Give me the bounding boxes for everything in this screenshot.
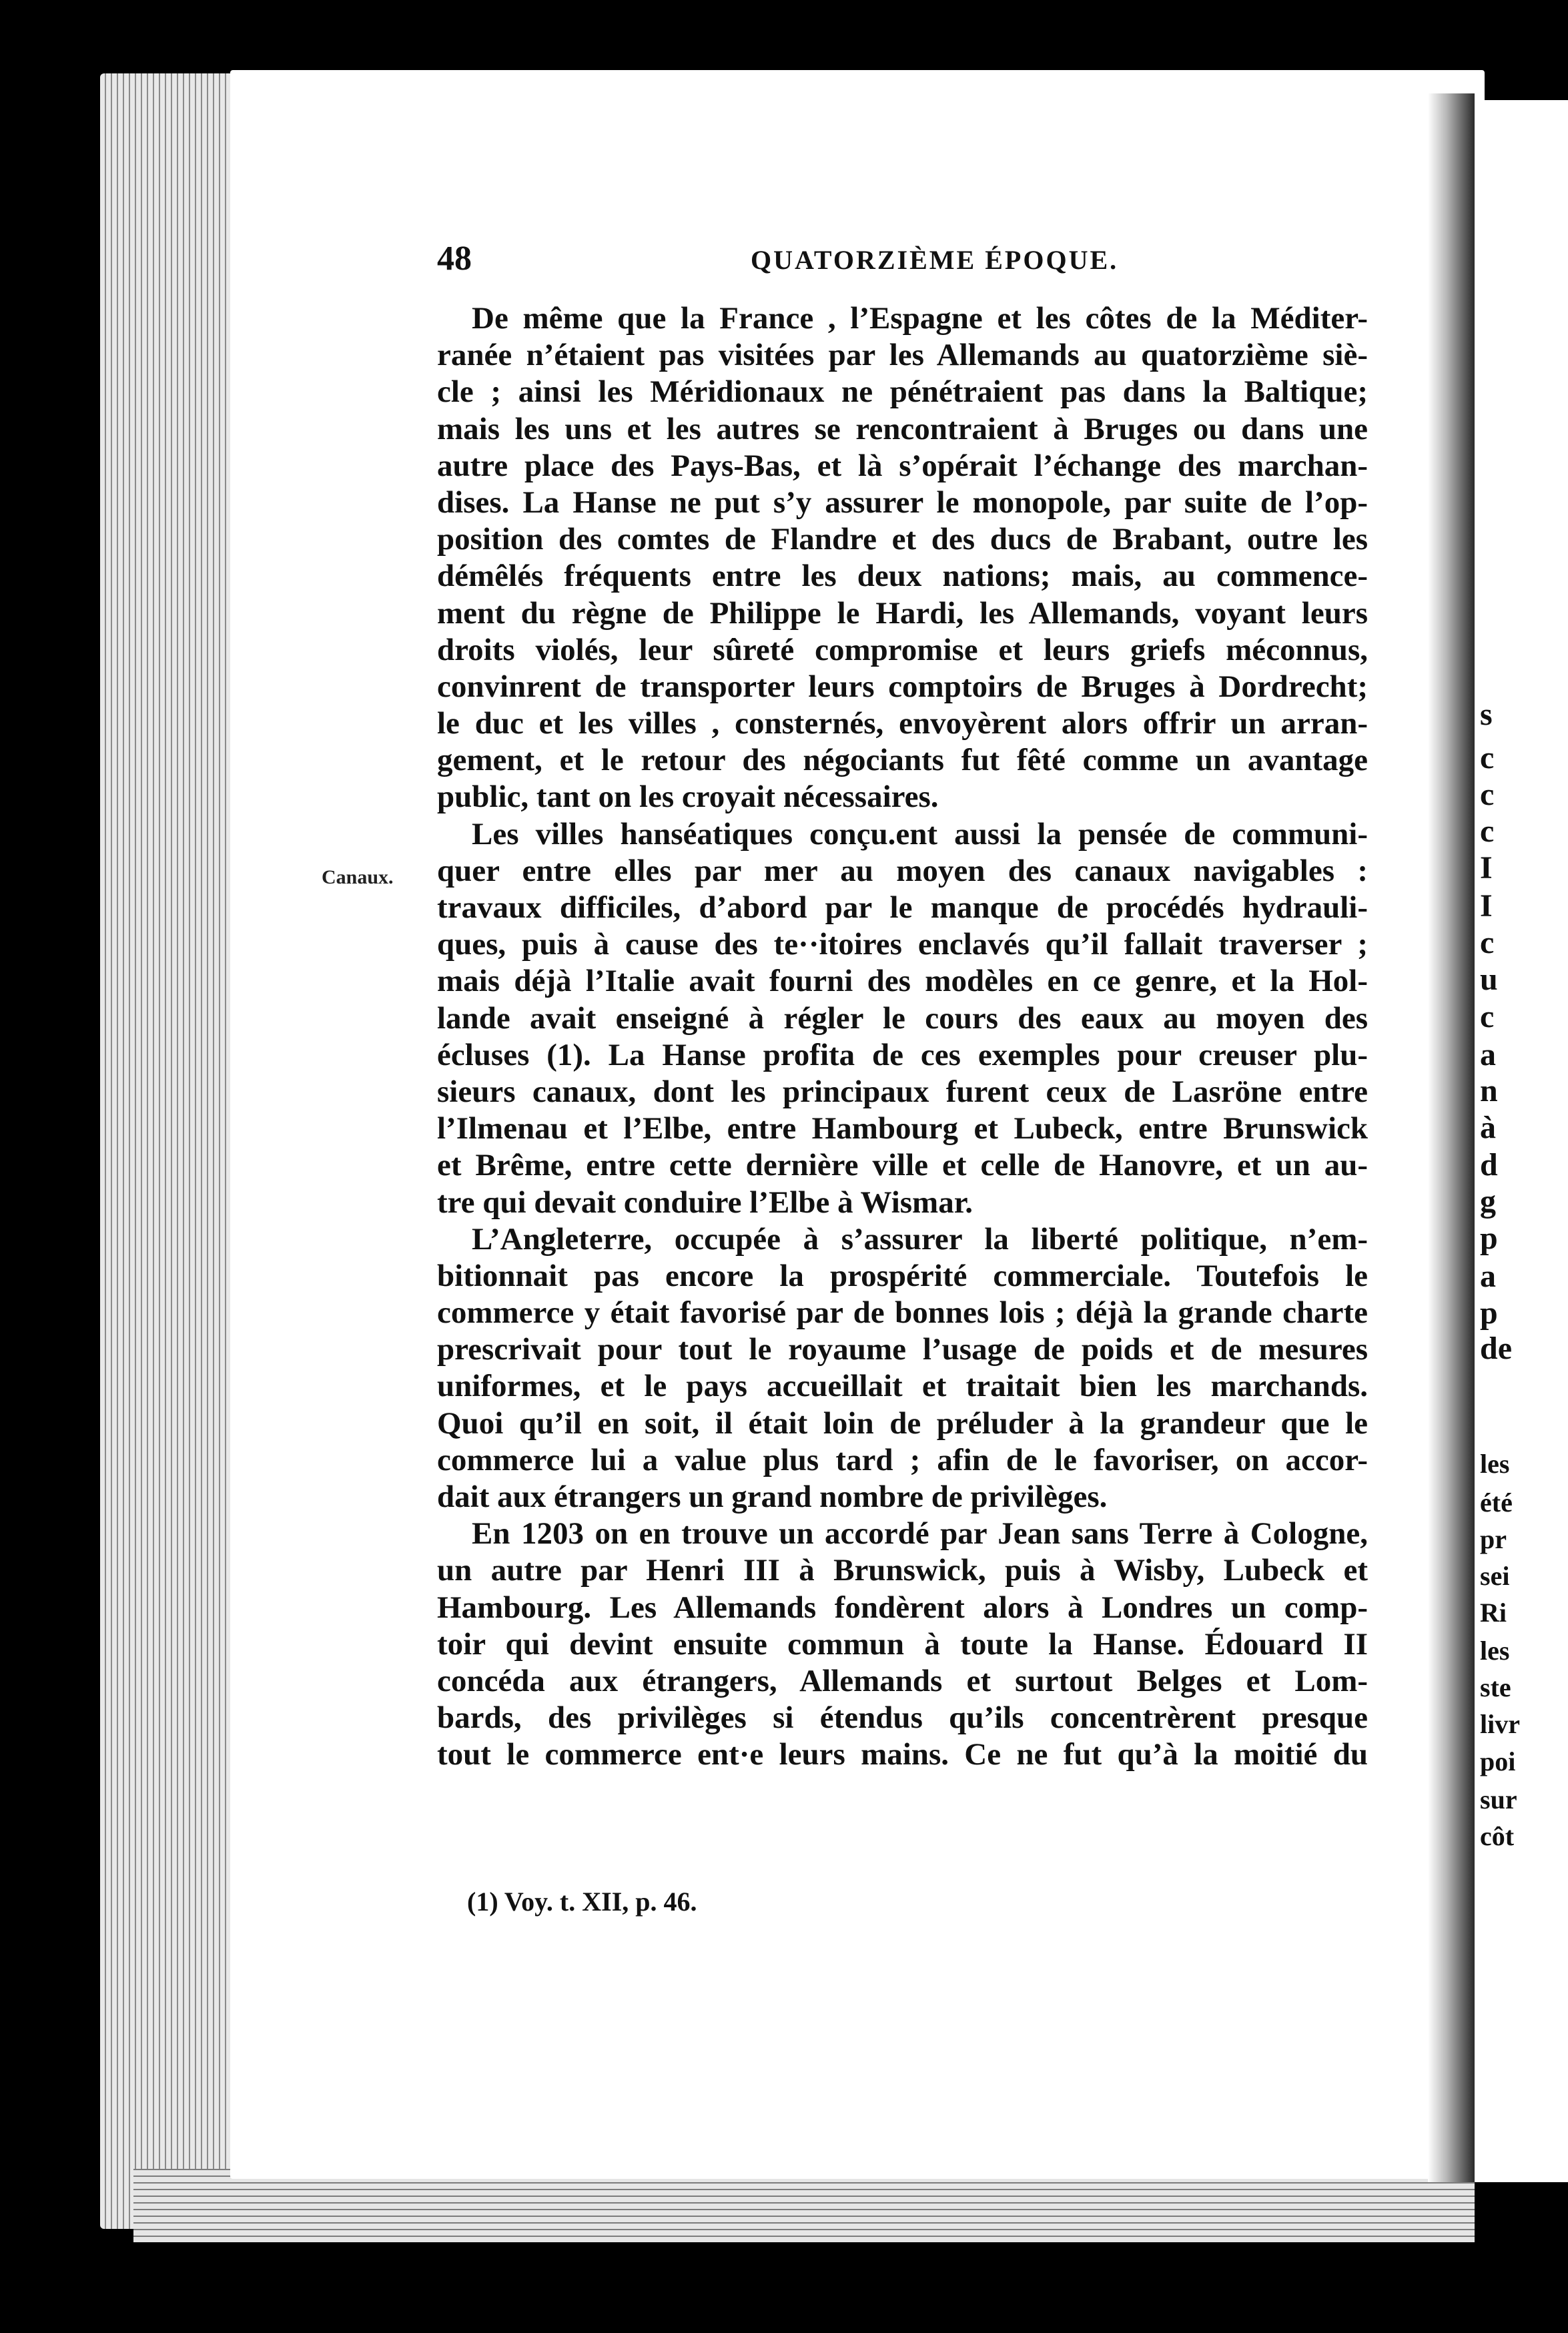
adjacent-page-text: à [1480,1110,1496,1145]
adjacent-page-text: été [1480,1487,1513,1518]
adjacent-page-text: sur [1480,1784,1517,1814]
text-line: un autre par Henri III à Brunswick, puis à Wisby, Lubeck et [437,1553,1368,1588]
text-line: cle ; ainsi les Méridionaux ne pénétraient pas dans la Baltique; [437,374,1368,410]
text-line: Hambourg. Les Allemands fondèrent alors à Londres un comp- [437,1590,1368,1625]
text-line: mais déjà l’Italie avait fourni des modèles en ce genre, et la Hol- [437,964,1368,999]
page-number: 48 [437,240,472,278]
text-line: public, tant on les croyait nécessaires. [437,779,939,815]
text-line: convinrent de transporter leurs comptoirs de Bruges à Dordrecht; [437,669,1368,704]
adjacent-page-text: livr [1480,1709,1520,1739]
text-line: L’Angleterre, occupée à s’assurer la liberté politique, n’em- [472,1221,1368,1257]
text-line: mais les uns et les autres se rencontraient à Bruges ou dans une [437,411,1368,446]
adjacent-page-text: p [1480,1221,1498,1256]
text-line: uniformes, et le pays accueillait et traitait bien les marchands. [437,1369,1368,1404]
text-line: commerce lui a value plus tard ; afin de le favoriser, on accor- [437,1442,1368,1477]
adjacent-page-text: poi [1480,1746,1516,1776]
text-line: ment du règne de Philippe le Hardi, les Allemands, voyant leurs [437,595,1368,631]
text-line: toir qui devint ensuite commun à toute la Hanse. Édouard II [437,1626,1368,1662]
adjacent-page-text: de [1480,1331,1512,1366]
text-line: tout le commerce ent·e leurs mains. Ce ne fut qu’à la moitié du [437,1737,1368,1772]
adjacent-page-text: u [1480,962,1498,997]
text-line: position des comtes de Flandre et des ducs de Brabant, outre les [437,522,1368,557]
text-line: lande avait enseigné à régler le cours des eaux au moyen des [437,1000,1368,1036]
adjacent-page-fragment [1475,100,1568,2182]
adjacent-page-text: c [1480,813,1495,849]
adjacent-page-text: pr [1480,1524,1507,1554]
body-text [437,300,1368,1774]
text-line: bitionnait pas encore la prospérité commerciale. Toutefois le [437,1258,1368,1293]
adjacent-page-text: côt [1480,1821,1515,1851]
adjacent-page-text: c [1480,740,1495,775]
adjacent-page-text: sei [1480,1561,1510,1591]
text-line: gement, et le retour des négociants fut fêté comme un avantage [437,743,1368,778]
adjacent-page-text: s [1480,697,1493,732]
adjacent-page-text: p [1480,1295,1498,1331]
text-line: dait aux étrangers un grand nombre de privilèges. [437,1479,1108,1514]
text-line: En 1203 on en trouve un accordé par Jean sans Terre à Cologne, [472,1516,1368,1552]
text-line: ques, puis à cause des te··itoires enclavés qu’il fallait traverser ; [437,927,1368,962]
text-line: De même que la France , l’Espagne et les côtes de la Méditer- [472,301,1368,336]
adjacent-page-text: a [1480,1259,1496,1294]
text-line: quer entre elles par mer au moyen des canaux navigables : [437,853,1368,888]
text-line: commerce y était favorisé par de bonnes lois ; déjà la grande charte [437,1295,1368,1331]
text-line: dises. La Hanse ne put s’y assurer le monopole, par suite de l’op- [437,484,1368,520]
margin-note: Canaux. [322,866,394,888]
footnote: (1) Voy. t. XII, p. 46. [467,1887,697,1917]
adjacent-page-text: les [1480,1449,1510,1479]
text-line: concéda aux étrangers, Allemands et surtout Belges et Lom- [437,1663,1368,1698]
adjacent-page-text: les [1480,1636,1510,1666]
text-line: travaux difficiles, d’abord par le manque de procédés hydrauli- [437,890,1368,925]
text-line: tre qui devait conduire l’Elbe à Wismar. [437,1185,973,1220]
text-line: prescrivait pour tout le royaume l’usage de poids et de mesures [437,1332,1368,1367]
text-line: l’Ilmenau et l’Elbe, entre Hambourg et Lubeck, entre Brunswick [437,1111,1368,1146]
text-line: Les villes hanséatiques conçu.ent aussi la pensée de communi- [472,816,1368,852]
adjacent-page-text: a [1480,1037,1496,1072]
adjacent-page-text: d [1480,1147,1498,1183]
text-line: et Brême, entre cette dernière ville et celle de Hanovre, et un au- [437,1148,1368,1183]
text-line: ranée n’étaient pas visitées par les Allemands au quatorzième siè- [437,338,1368,373]
adjacent-page-text: n [1480,1073,1498,1108]
adjacent-page-text: c [1480,777,1495,812]
running-head: QUATORZIÈME ÉPOQUE. [751,245,1119,275]
text-line: le duc et les villes , consternés, envoyèrent alors offrir un arran- [437,706,1368,741]
text-line: bards, des privilèges si étendus qu’ils concentrèrent presque [437,1700,1368,1736]
adjacent-page-text: g [1480,1184,1496,1219]
adjacent-page-text: I [1480,850,1493,886]
page-edges-bottom [133,2169,1475,2242]
text-line: sieurs canaux, dont les principaux furent ceux de Lasröne entre [437,1074,1368,1109]
adjacent-page-text: ste [1480,1672,1511,1702]
text-line: droits violés, leur sûreté compromise et leurs griefs méconnus, [437,632,1368,667]
book-gutter [1428,93,1475,2182]
adjacent-page-text: I [1480,888,1493,924]
text-line: autre place des Pays-Bas, et là s’opérait l’échange des marchan- [437,448,1368,483]
adjacent-page-text: c [1480,925,1495,960]
adjacent-page-text: c [1480,999,1495,1034]
adjacent-page-text: Ri [1480,1598,1507,1628]
text-line: démêlés fréquents entre les deux nations; mais, au commence- [437,559,1368,594]
page-header [437,239,1358,279]
text-line: Quoi qu’il en soit, il était loin de préluder à la grandeur que le [437,1405,1368,1441]
text-line: écluses (1). La Hanse profita de ces exemples pour creuser plu- [437,1037,1368,1072]
